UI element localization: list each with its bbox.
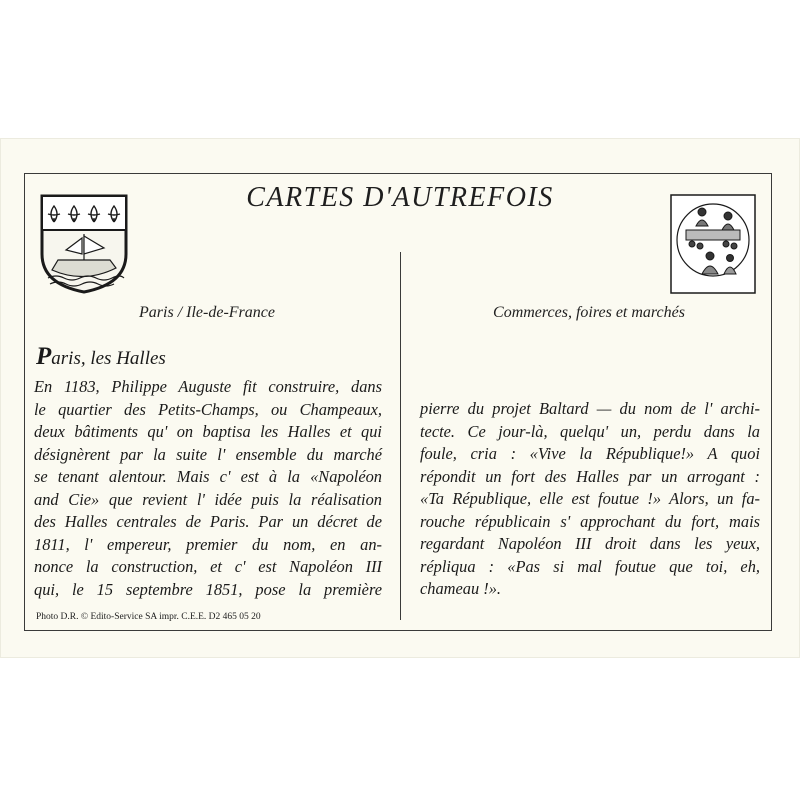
text-line: répondit un fort des Halles par un arrogant :: [420, 466, 760, 486]
text-line: tecte. Ce jour-là, quelqu' un, perdu dans la: [420, 421, 760, 441]
text-line: qui, le 15 septembre 1851, pose la première: [34, 579, 382, 599]
text-line: désignèrent par la suite l' ensemble du marché: [34, 444, 382, 464]
paris-coat-of-arms-icon: [38, 192, 130, 296]
text-line: En 1183, Philippe Auguste fit construire, dans: [34, 377, 382, 396]
text-line: regardant Napoléon III droit dans les yeux,: [420, 534, 760, 553]
text-line: rouche républicain s' approchant du fort, mais: [420, 511, 760, 531]
subtitle-rest: aris, les Halles: [51, 348, 166, 369]
text-line: chameau !».: [420, 579, 502, 598]
text-line: nonce la construction, et c' est Napoléon III: [34, 557, 382, 576]
left-paragraph: [34, 376, 382, 601]
subtitle-initial: P: [36, 343, 52, 370]
text-line: and Cie» que revient l' idée puis la réalisation: [34, 489, 382, 509]
text-line: le quartier des Petits-Champs, ou Champeaux,: [34, 399, 382, 419]
right-paragraph: [420, 398, 760, 601]
card-title: CARTES D'AUTREFOIS: [246, 182, 554, 213]
text-line: des Halles centrales de Paris. Par un décret de: [34, 512, 382, 531]
card-subtitle: [36, 343, 166, 371]
text-line: se tenant alentour. Mais c' est à la «Napoléon: [34, 467, 382, 486]
market-scene-medallion-icon: [670, 194, 756, 294]
text-line: 1811, l' empereur, premier du nom, en an-: [34, 534, 382, 554]
postcard-back: [0, 138, 800, 658]
text-line: répliqua : «Pas si mal foutue que toi, eh,: [420, 556, 760, 576]
category-label: Commerces, foires et marchés: [493, 304, 685, 321]
column-divider: [400, 252, 401, 620]
text-line: foule, cria : «Vive la République!» A quoi: [420, 444, 760, 463]
text-line: deux bâtiments qu' on baptisa les Halles et qui: [34, 422, 382, 441]
text-line: pierre du projet Baltard — du nom de l' archi-: [420, 399, 760, 418]
photo-credit: Photo D.R. © Edito-Service SA impr. C.E.E. D2 465 05 20: [36, 612, 261, 622]
region-label: Paris / Ile-de-France: [139, 304, 275, 321]
text-line: «Ta République, elle est foutue !» Alors, un fa-: [420, 489, 760, 508]
